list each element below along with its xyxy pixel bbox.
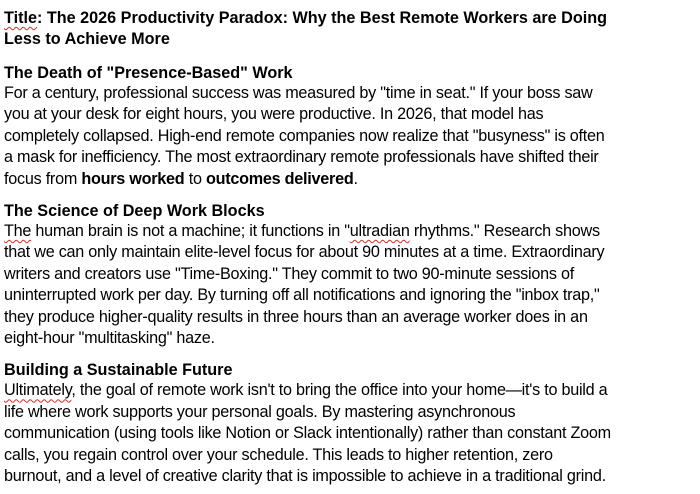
spelling-flagged-word: ultradian (349, 222, 410, 241)
lead-word-flagged: Ultimately (4, 381, 72, 400)
section-paragraph-presence (4, 83, 700, 190)
section-paragraph-deep-work (4, 221, 700, 349)
bold-hours-worked: hours worked (81, 169, 185, 188)
paragraph-text-mid: to (184, 169, 206, 188)
lead-word-flagged: The (4, 222, 32, 241)
title-text: : The 2026 Productivity Paradox: Why the Best Remote Workers are Doing Less to Achieve More (4, 9, 607, 48)
paragraph-text-a: human brain is not a machine; it functions in " (31, 222, 350, 241)
title-prefix: Title (4, 9, 37, 27)
paragraph-text-b: rhythms." Research shows that we can only maintain elite-level focus for about 90 minutes at a time. Extraordinary writers and creators use "Time-Boxing." They commit to two 90-minute sessions of uninterrupted work per day. By turning off all notifications and ignoring the "inbox trap," they produce higher-quality results in three hours than an average worker does in an eight-hour "multitasking" haze. (4, 222, 605, 348)
paragraph-text: For a century, professional success was measured by "time in seat." If your boss saw you at your desk for eight hours, you were productive. In 2026, that model has completely collapsed. High-end remote companies now realize that "busyness" is often a mask for inefficiency. The most extraordinary remote professionals have shifted their focus from (4, 84, 605, 188)
bold-outcomes-delivered: outcomes delivered (205, 169, 354, 188)
section-paragraph-sustainable (4, 380, 700, 487)
paragraph-text-end: . (353, 169, 358, 188)
section-heading-deep-work: The Science of Deep Work Blocks (4, 202, 265, 221)
section-heading-sustainable: Building a Sustainable Future (4, 361, 233, 380)
document-title (4, 8, 700, 50)
section-heading-presence: The Death of "Presence-Based" Work (4, 64, 293, 82)
paragraph-text: , the goal of remote work isn't to bring the office into your home—it's to build a life where work supports your personal goals. By mastering asynchronous communication (using tools like Notion or Slack intentionally) rather than constant Zoom calls, you regain control over your schedule. This leads to higher retention, zero burnout, and a level of creative clarity that is impossible to achieve in a traditional grind. (4, 381, 611, 486)
